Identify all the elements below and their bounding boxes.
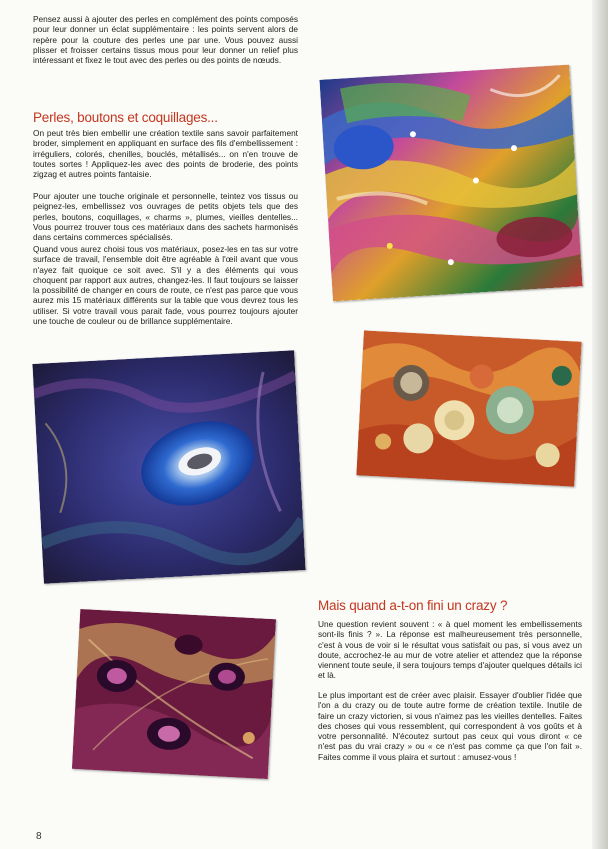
page-number: 8 [36,831,42,842]
show-through-text [330,500,580,590]
section2-paragraph-2: Le plus important est de créer avec plaisir. Essayer d'oublier l'idée que l'on a du crazy ou de toute autre forme de création textile. Inutile de faire un crazy victorien, si vous n'aimez pas les vieilles dentelles. Faites des choses qui vous ressemblent, qui correspondent à vos goûts et à votre personnalité. N'écoutez surtout pas ceux qui vous diront « ce n'est pas du vrai crazy » ou « ce n'est pas comme ça que l'on fait ». Faites comme il vous plaira et surtout : amusez-vous ! [318,690,582,762]
section1-paragraph-1: On peut très bien embellir une création textile sans savoir parfaitement broder, simplement en appliquant en surface des fils d'embellissement : irréguliers, colorés, chenilles, bouclés, métallisés... on n'en trouve de toutes sortes ! Appliquez-les avec des points de broderie, des points zigzag et autres points fantaisie. [33,128,298,180]
photo-purple-felt [72,609,276,779]
section1-paragraph-2: Pour ajouter une touche originale et personnelle, teintez vos tissus ou peignez-les, embellissez vos ouvrages de petits objets tels que des perles, boutons, coquillages, « charms », plumes, vieilles dentelles... Vous pourrez trouver tous ces matériaux dans des sachets harmonisés dans certains commerces spécialisés. [33,191,298,243]
section1-paragraph-3: Quand vous aurez choisi tous vos matériaux, posez-les en tas sur votre surface de travail, l'ensemble doit être agréable à l'œil avant que vous n'ayez fait quoique ce soit avec. S'il y a des éléments qui vous choquent par rapport aux autres, changez-les. Il faut toujours se laisser la possibilité de changer en cours de route, ce n'est pas parce que vous aurez mis 15 matériaux différents sur la table que vous devrez tous les utiliser. Si votre travail vous parait fade, vous pourrez toujours ajouter une touche de couleur ou de brillance supplémentaire. [33,244,298,327]
photo-blue-agate [32,350,305,583]
photo-buttons-ribbons [356,330,581,486]
photo-textile-collage [319,65,582,302]
section-title-crazy: Mais quand a-t-on fini un crazy ? [318,598,508,613]
intro-paragraph: Pensez aussi à ajouter des perles en complément des points composés pour leur donner un éclat supplémentaire : les points servent alors de repère pour la couture des perles une par une. Vous pouvez aussi plisser et froisser certains tissus mous pour leur donner un relief plus intéressant et fixez le tout avec des perles ou des points de nœuds. [33,14,298,66]
section-title-perles: Perles, boutons et coquillages... [33,110,218,125]
page-gutter-shadow [592,0,608,849]
section2-paragraph-1: Une question revient souvent : « à quel moment les embellissements sont-ils finis ? ». La réponse est malheureusement très personnelle, c'est à vous de voir si le résultat vous satisfait ou pas, si vous avez un doute, accrochez-le au mur de votre atelier et attendez que la réponse viennent toute seule, il sera toujours temps d'ajouter quelques détails ici et là. [318,619,583,681]
